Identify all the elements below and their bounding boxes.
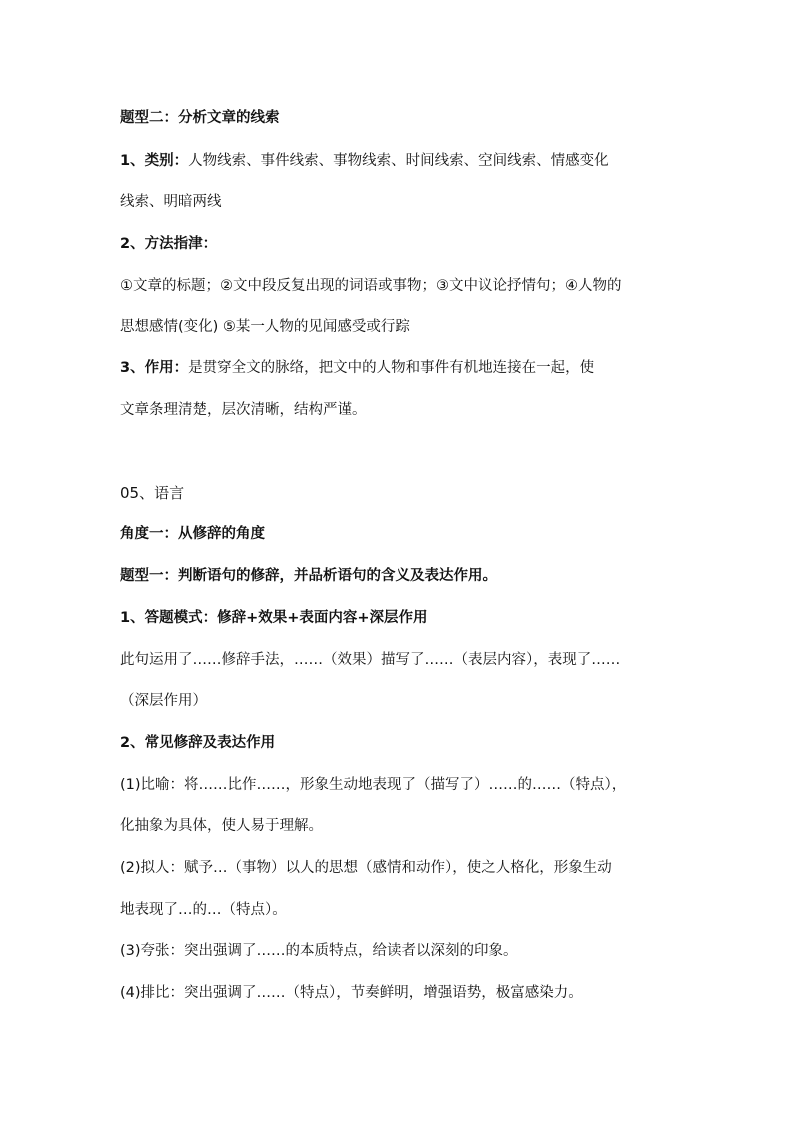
personification-text: (2)拟人：赋予…（事物）以人的思想（感情和动作），使之人格化，形象生动 <box>120 860 612 876</box>
clue-item-1-text: 人物线索、事件线索、事物线索、时间线索、空间线索、情感变化 <box>188 153 609 169</box>
parallelism-text: (4)排比：突出强调了……（特点），节奏鲜明，增强语势，极富感染力。 <box>120 985 583 1001</box>
common-rhetoric-heading: 2、常见修辞及表达作用 <box>120 735 276 751</box>
metaphor-cont: 化抽象为具体，使人易于理解。 <box>120 818 323 834</box>
clue-item-1 <box>120 151 609 171</box>
clue-item-2-label: 2、方法指津： <box>120 236 218 252</box>
personification-cont: 地表现了…的…（特点）。 <box>120 902 287 918</box>
answer-mode-text: 此句运用了……修辞手法，……（效果）描写了……（表层内容），表现了…… <box>120 652 621 668</box>
clue-item-1-cont: 线索、明暗两线 <box>120 194 222 210</box>
answer-mode-heading: 1、答题模式：修辞+效果+表面内容+深层作用 <box>120 610 428 626</box>
question-type-heading: 题型一：判断语句的修辞，并品析语句的含义及表达作用。 <box>120 568 497 584</box>
clue-item-1-label: 1、类别： <box>120 153 189 169</box>
clue-heading: 题型二：分析文章的线索 <box>120 110 280 126</box>
answer-mode-cont: （深层作用） <box>120 693 207 709</box>
hyperbole-text: (3)夸张：突出强调了……的本质特点，给读者以深刻的印象。 <box>120 943 518 959</box>
clue-item-3-label: 3、作用： <box>120 360 189 376</box>
clue-item-3 <box>120 358 594 378</box>
metaphor-text: (1)比喻：将……比作……，形象生动地表现了（描写了）……的……（特点）， <box>120 777 627 793</box>
angle-heading: 角度一：从修辞的角度 <box>120 526 265 542</box>
clue-item-3-text: 是贯穿全文的脉络，把文中的人物和事件有机地连接在一起，使 <box>188 360 595 376</box>
language-heading: 05、语言 <box>120 484 185 502</box>
clue-item-2-text: ①文章的标题；②文中段反复出现的词语或事物；③文中议论抒情句；④人物的 <box>120 278 622 294</box>
clue-item-2-cont: 思想感情(变化) ⑤某一人物的见闻感受或行踪 <box>120 319 410 335</box>
clue-item-3-cont: 文章条理清楚，层次清晰，结构严谨。 <box>120 402 367 418</box>
